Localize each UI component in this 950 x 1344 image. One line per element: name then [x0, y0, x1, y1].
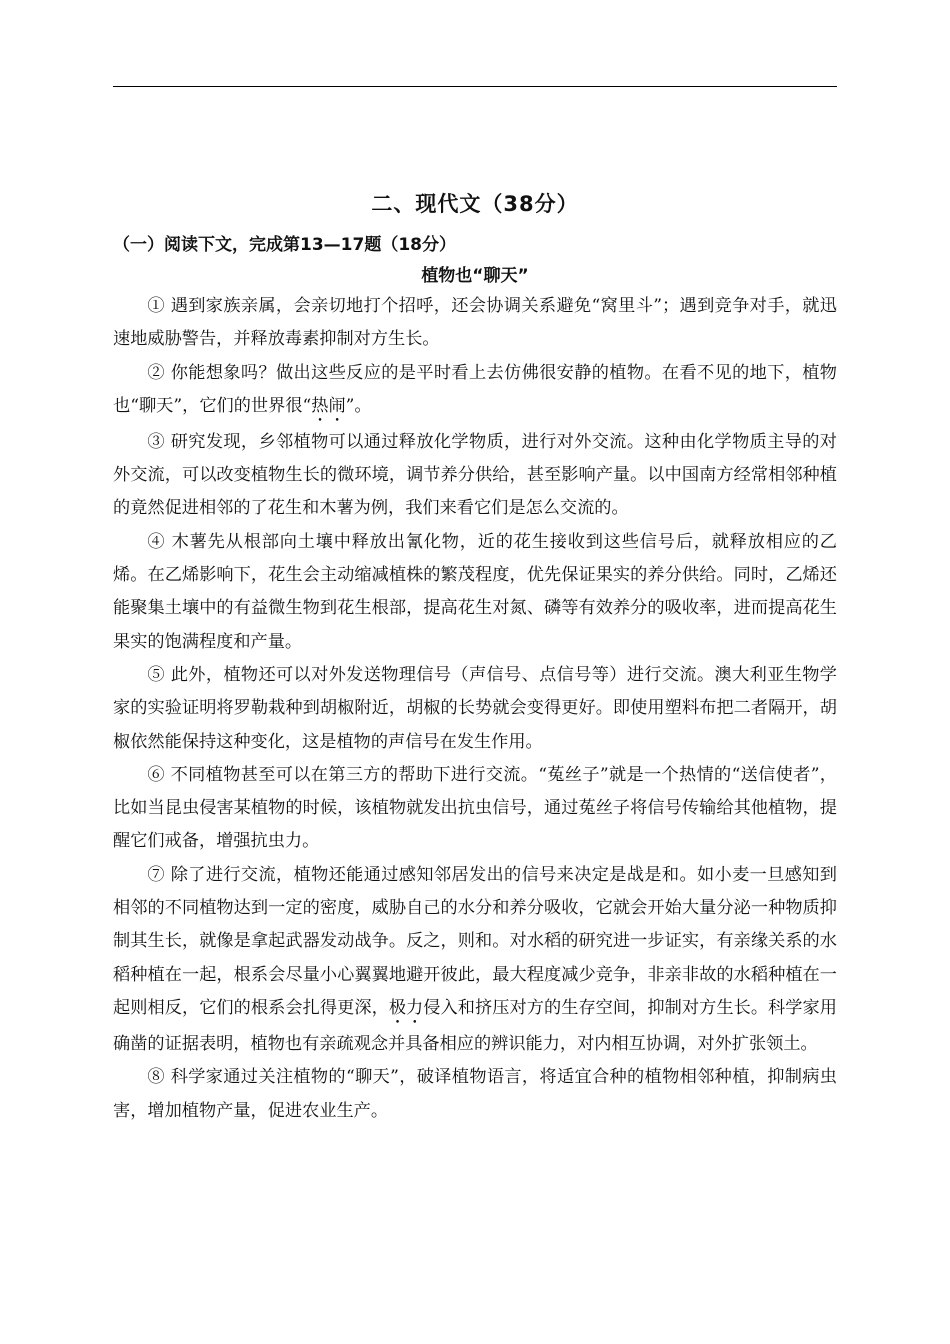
paragraph-6: ⑥ 不同植物甚至可以在第三方的帮助下进行交流。“菟丝子”就是一个热情的“送信使者”，比如当昆虫侵害某植物的时候，该植物就发出抗虫信号，通过菟丝子将信号传输给其他植物，提醒它们戒备，增强抗虫力。 — [113, 764, 837, 852]
paragraph-3: ③ 研究发现，乡邻植物可以通过释放化学物质，进行对外交流。这种由化学物质主导的对外交流，可以改变植物生长的微环境，调节养分供给，甚至影响产量。以中国南方经常相邻种植的竟然促进相邻的了花生和木薯为例，我们来看它们是怎么交流的。 — [113, 431, 837, 519]
section-title: 二、现代文（38分） — [371, 192, 579, 216]
paragraph-7 — [113, 859, 837, 1061]
article-title: 植物也“聊天” — [421, 266, 529, 286]
paragraph-7-tail: 侵入和挤压对方的生存空间，抑制对方生长。科学家用确凿的证据表明，植物也有亲疏观念并具备相应的辨识能力，对内相互协调，对外扩张领土。 — [113, 997, 837, 1054]
article-body — [113, 290, 837, 1128]
question-heading: （一）阅读下文，完成第13—17题（18分） — [113, 235, 456, 255]
header-rule — [113, 86, 837, 87]
paragraph-4: ④ 木薯先从根部向土壤中释放出氰化物，近的花生接收到这些信号后，就释放相应的乙烯。在乙烯影响下，花生会主动缩减植株的繁茂程度，优先保证果实的养分供给。同时，乙烯还能聚集土壤中的有益微生物到花生根部，提高花生对氮、磷等有效养分的吸收率，进而提高花生果实的饱满程度和产量。 — [113, 531, 837, 652]
paragraph-2-tail: ”。 — [345, 395, 372, 416]
emphasized-word: 极力 — [388, 997, 424, 1018]
paragraph-7-text: ⑦ 除了进行交流，植物还能通过感知邻居发出的信号来决定是战是和。如小麦一旦感知到相邻的不同植物达到一定的密度，威胁自己的水分和养分吸收，它就会开始大量分泌一种物质抑制其生长，就像是拿起武器发动战争。反之，则和。对水稻的研究进一步证实，有亲缘关系的水稻种植在一起，根系会尽量小心翼翼地避开彼此，最大程度减少竞争，非亲非故的水稻种植在一起则相反，它们的根系会扎得更深， — [113, 864, 837, 1018]
emphasized-word: 热闹 — [311, 395, 346, 416]
paragraph-1: ① 遇到家族亲属，会亲切地打个招呼，还会协调关系避免“窝里斗”；遇到竞争对手，就迅速地威胁警告，并释放毒素抑制对方生长。 — [113, 296, 837, 350]
paragraph-2 — [113, 357, 837, 426]
paragraph-2-text: ② 你能想象吗？做出这些反应的是平时看上去仿佛很安静的植物。在看不见的地下，植物也“聊天”，它们的世界很“ — [113, 362, 837, 416]
paragraph-8: ⑧ 科学家通过关注植物的“聊天”，破译植物语言，将适宜合种的植物相邻种植，抑制病虫害，增加植物产量，促进农业生产。 — [113, 1067, 837, 1121]
paragraph-5: ⑤ 此外，植物还可以对外发送物理信号（声信号、点信号等）进行交流。澳大利亚生物学家的实验证明将罗勒栽种到胡椒附近，胡椒的长势就会变得更好。即使用塑料布把二者隔开，胡椒依然能保持这种变化，这是植物的声信号在发生作用。 — [113, 664, 837, 752]
